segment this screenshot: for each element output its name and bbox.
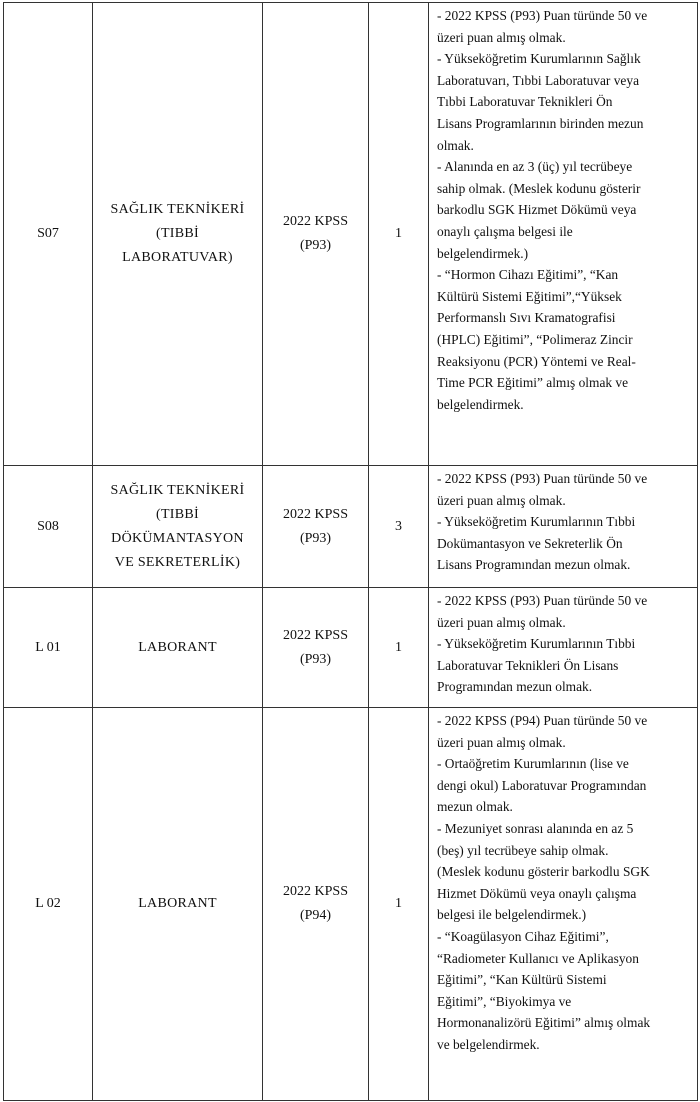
text-line: 2022 KPSS: [283, 506, 348, 522]
text-line: - “Koagülasyon Cihaz Eğitimi”,: [437, 928, 609, 944]
position-code: S07: [4, 3, 93, 466]
text-line: Laboratuvar Teknikleri Ön Lisans: [437, 657, 619, 673]
text-line: Hormonanalizörü Eğitimi” almış olmak: [437, 1015, 651, 1031]
requirements: [429, 466, 698, 588]
text-line: SAĞLIK TEKNİKERİ: [110, 202, 245, 217]
position-count: 3: [369, 466, 429, 588]
position-title: [93, 588, 263, 708]
exam-type: [263, 466, 369, 588]
text-line: - Yükseköğretim Kurumlarının Sağlık: [437, 51, 641, 67]
text-line: LABORANT: [138, 639, 217, 655]
text-line: - 2022 KPSS (P93) Puan türünde 50 ve: [437, 8, 648, 23]
text-line: - “Hormon Cihazı Eğitimi”, “Kan: [437, 267, 619, 283]
text-line: - Ortaöğretim Kurumlarının (lise ve: [437, 756, 629, 772]
text-line: Time PCR Eğitimi” almış olmak ve: [437, 375, 629, 391]
text-line: sahip olmak. (Meslek kodunu gösterir: [437, 180, 641, 196]
text-line: (Meslek kodunu gösterir barkodlu SGK: [437, 864, 650, 880]
text-line: - Yükseköğretim Kurumlarının Tıbbi: [437, 636, 636, 652]
positions-table: [3, 2, 698, 1101]
text-line: ve belgelendirmek.: [437, 1036, 540, 1052]
text-line: belgelendirmek.: [437, 396, 524, 412]
exam-type: [263, 588, 369, 708]
text-line: (P93): [299, 530, 332, 546]
requirements: [429, 588, 698, 708]
position-code: L 02: [4, 708, 93, 1101]
text-line: Performanslı Sıvı Kramatografisi: [437, 310, 616, 326]
text-line: Laboratuvarı, Tıbbi Laboratuvar veya: [437, 72, 640, 88]
text-line: “Radiometer Kullanıcı ve Aplikasyon: [437, 950, 639, 966]
positions-table-body: [4, 3, 698, 1101]
exam-type: [263, 3, 369, 466]
text-line: DÖKÜMANTASYON: [111, 530, 244, 546]
table-row: [4, 466, 698, 588]
position-title: [93, 3, 263, 466]
text-line: Kültürü Sistemi Eğitimi”,“Yüksek: [437, 288, 622, 304]
text-line: Reaksiyonu (PCR) Yöntemi ve Real-: [437, 353, 636, 369]
text-line: Tıbbi Laboratuvar Teknikleri Ön: [437, 94, 613, 110]
text-line: üzeri puan almış olmak.: [437, 29, 566, 45]
position-count: 1: [369, 588, 429, 708]
text-line: dengi okul) Laboratuvar Programından: [437, 777, 647, 793]
text-line: LABORANT: [138, 896, 217, 911]
text-line: Eğitimi”, “Kan Kültürü Sistemi: [437, 972, 607, 988]
table-row: [4, 3, 698, 466]
text-line: Hizmet Dökümü veya onaylı çalışma: [437, 885, 637, 901]
text-line: (HPLC) Eğitimi”, “Polimeraz Zincir: [437, 331, 633, 347]
text-line: VE SEKRETERLİK): [114, 554, 241, 570]
text-line: onaylı çalışma belgesi ile: [437, 223, 573, 239]
text-line: - 2022 KPSS (P94) Puan türünde 50 ve: [437, 713, 648, 728]
position-title: [93, 466, 263, 588]
text-line: 2022 KPSS: [283, 627, 348, 643]
table-row: [4, 708, 698, 1101]
position-code: S08: [4, 466, 93, 588]
text-line: Lisans Programından mezun olmak.: [437, 557, 631, 573]
text-line: (P93): [299, 238, 332, 253]
position-code: L 01: [4, 588, 93, 708]
text-line: - Mezuniyet sonrası alanında en az 5: [437, 820, 634, 836]
text-line: üzeri puan almış olmak.: [437, 614, 566, 630]
text-line: üzeri puan almış olmak.: [437, 734, 566, 750]
position-count: 1: [369, 3, 429, 466]
text-line: Eğitimi”, “Biyokimya ve: [437, 993, 572, 1009]
text-line: mezun olmak.: [437, 799, 513, 815]
text-line: SAĞLIK TEKNİKERİ: [110, 482, 245, 498]
text-line: LABORATUVAR): [122, 250, 233, 265]
text-line: - Alanında en az 3 (üç) yıl tecrübeye: [437, 159, 633, 175]
text-line: barkodlu SGK Hizmet Dökümü veya: [437, 202, 637, 218]
text-line: belgelendirmek.): [437, 245, 529, 261]
text-line: Lisans Programlarının birinden mezun: [437, 115, 644, 131]
text-line: (TIBBİ: [155, 226, 199, 241]
text-line: olmak.: [437, 137, 474, 153]
position-title: [93, 708, 263, 1101]
text-line: (P93): [299, 651, 332, 667]
position-count: 1: [369, 708, 429, 1101]
text-line: Programından mezun olmak.: [437, 679, 593, 695]
text-line: 2022 KPSS: [283, 214, 348, 229]
text-line: - Yükseköğretim Kurumlarının Tıbbi: [437, 514, 636, 530]
text-line: Dokümantasyon ve Sekreterlik Ön: [437, 535, 623, 551]
text-line: üzeri puan almış olmak.: [437, 492, 566, 508]
requirements: [429, 3, 698, 466]
text-line: (beş) yıl tecrübeye sahip olmak.: [437, 842, 609, 858]
text-line: (TIBBİ: [155, 506, 199, 522]
text-line: (P94): [299, 908, 332, 923]
exam-type: [263, 708, 369, 1101]
table-row: [4, 588, 698, 708]
requirements: [429, 708, 698, 1101]
text-line: belgesi ile belgelendirmek.): [437, 907, 587, 923]
text-line: - 2022 KPSS (P93) Puan türünde 50 ve: [437, 471, 648, 486]
text-line: 2022 KPSS: [283, 884, 348, 899]
text-line: - 2022 KPSS (P93) Puan türünde 50 ve: [437, 593, 648, 608]
